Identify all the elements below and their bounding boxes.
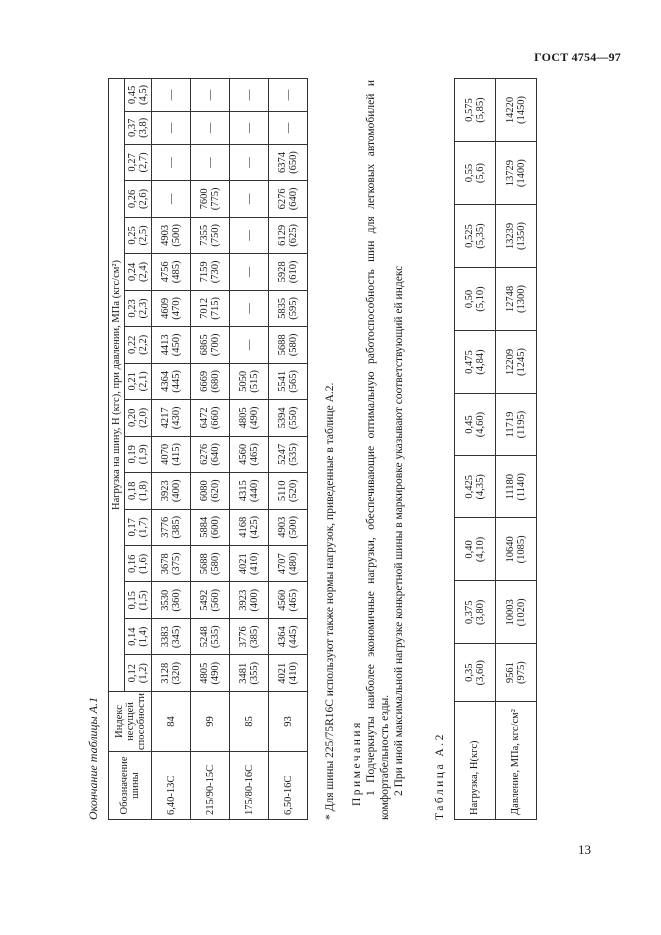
load-value-cell: — <box>269 79 308 112</box>
pressure-header-cell: 0,16 (1,6) <box>125 546 152 582</box>
load-value-cell: 4903 (500) <box>269 509 308 545</box>
pressure-header-cell: 0,14 (1,4) <box>125 618 152 654</box>
load-value-cell: — <box>230 327 269 363</box>
col-header-load: Нагрузка на шину, Н (кгс), при давлении, МПа (кгс/см²) <box>109 79 125 692</box>
note-2: 2 При иной максимальной нагрузке конкретной шины в маркировке указывают соответствующий ей индекс <box>393 265 405 796</box>
pressure-cell: 11719 (1195) <box>496 394 537 456</box>
load-value-cell: — <box>191 79 230 112</box>
load-index-cell: 85 <box>230 691 269 751</box>
pressure-header-cell: 0,45 (4,5) <box>125 79 152 112</box>
load-value-cell: 7159 (730) <box>191 254 230 290</box>
load-index-cell: 84 <box>152 691 191 751</box>
load-value-cell: 5050 (515) <box>230 363 269 399</box>
pressure-cell: 12748 (1300) <box>496 268 537 331</box>
load-value-cell: 3128 (320) <box>152 655 191 691</box>
load-value-cell: 4609 (470) <box>152 290 191 326</box>
col-header-index: Индекс несущей способности <box>109 691 152 751</box>
table-a1-body <box>152 79 308 820</box>
notes-title: Примечания <box>351 720 363 806</box>
pressure-header-cell: 0,21 (2,1) <box>125 363 152 399</box>
pressure-header-cell: 0,27 (2,7) <box>125 144 152 180</box>
pressure-header-cell: 0,15 (1,5) <box>125 582 152 618</box>
load-value-cell: 4217 (430) <box>152 400 191 436</box>
load-value-cell: 5884 (600) <box>191 509 230 545</box>
load-value-cell: 3776 (385) <box>230 618 269 654</box>
load-value-cell: 6080 (620) <box>191 473 230 509</box>
load-value-cell: 4021 (410) <box>230 546 269 582</box>
pressure-header-cell: 0,12 (1,2) <box>125 655 152 691</box>
page-number: 13 <box>578 842 591 857</box>
load-cell: 0,425 (4,35) <box>455 456 496 518</box>
pressure-cell: 13239 (1350) <box>496 205 537 268</box>
load-value-cell: 5110 (520) <box>269 473 308 509</box>
note-1-line-2: комфортабельность езды. <box>379 694 391 820</box>
load-value-cell: 4903 (500) <box>152 217 191 253</box>
load-value-cell: 4707 (480) <box>269 546 308 582</box>
load-value-cell: 3923 (400) <box>230 582 269 618</box>
load-value-cell: 5247 (535) <box>269 436 308 472</box>
pressure-cell: 14220 (1450) <box>496 79 537 142</box>
col-header-tire: Обозначение шины <box>109 752 152 820</box>
load-value-cell: 4168 (425) <box>230 509 269 545</box>
pressure-cell: 13729 (1400) <box>496 142 537 205</box>
load-value-cell: — <box>269 111 308 144</box>
load-value-cell: — <box>152 79 191 112</box>
table-row <box>230 79 269 820</box>
load-value-cell: 3481 (355) <box>230 655 269 691</box>
table-a1-continuation-title: Окончание таблицы А.1 <box>86 696 100 820</box>
row-label-pressure: Давление, МПа, кгс/см² <box>496 702 537 820</box>
load-value-cell: 4364 (445) <box>152 363 191 399</box>
load-value-cell: — <box>152 181 191 217</box>
load-value-cell: — <box>230 144 269 180</box>
load-cell: 0,40 (4,10) <box>455 518 496 581</box>
load-value-cell: — <box>230 111 269 144</box>
load-value-cell: — <box>152 144 191 180</box>
pressure-header-cell: 0,19 (1,9) <box>125 436 152 472</box>
load-value-cell: — <box>230 290 269 326</box>
load-index-cell: 99 <box>191 691 230 751</box>
pressure-header-cell: 0,25 (2,5) <box>125 217 152 253</box>
load-value-cell: 6276 (640) <box>269 181 308 217</box>
load-value-cell: 5688 (580) <box>191 546 230 582</box>
load-value-cell: 4560 (465) <box>269 582 308 618</box>
table-a2-load-row <box>455 79 496 820</box>
load-value-cell: 7355 (750) <box>191 217 230 253</box>
load-value-cell: 6129 (625) <box>269 217 308 253</box>
table-a2-title: Таблица А.2 <box>434 732 446 820</box>
table-a2-pressure-row <box>496 79 537 820</box>
pressure-header-cell: 0,24 (2,4) <box>125 254 152 290</box>
pressure-cell: 10003 (1020) <box>496 581 537 644</box>
load-value-cell: 5835 (595) <box>269 290 308 326</box>
load-value-cell: 6865 (700) <box>191 327 230 363</box>
load-value-cell: 4021 (410) <box>269 655 308 691</box>
load-value-cell: — <box>230 79 269 112</box>
rotated-landscape-content <box>82 75 552 820</box>
load-value-cell: — <box>152 111 191 144</box>
table-row <box>152 79 191 820</box>
notes-block <box>350 80 406 820</box>
pressure-cell: 9561 (975) <box>496 644 537 702</box>
load-index-cell: 93 <box>269 691 308 751</box>
load-value-cell: 7012 (715) <box>191 290 230 326</box>
load-value-cell: — <box>230 254 269 290</box>
load-value-cell: 7600 (775) <box>191 181 230 217</box>
load-value-cell: 5928 (610) <box>269 254 308 290</box>
pressure-header-cell: 0,22 (2,2) <box>125 327 152 363</box>
tire-designation-cell: 215/90-15С <box>191 752 230 820</box>
load-value-cell: 6472 (660) <box>191 400 230 436</box>
load-cell: 0,575 (5,85) <box>455 79 496 142</box>
load-value-cell: 5394 (550) <box>269 400 308 436</box>
pressure-cell: 11180 (1140) <box>496 456 537 518</box>
load-value-cell: 3383 (345) <box>152 618 191 654</box>
load-value-cell: 3530 (360) <box>152 582 191 618</box>
load-value-cell: — <box>230 181 269 217</box>
load-value-cell: — <box>230 217 269 253</box>
table-a1-footnote: * Для шины 225/75R16С используют также нормы нагрузок, приведенные в таблице А.2. <box>324 382 336 820</box>
pressure-header-cell: 0,18 (1,8) <box>125 473 152 509</box>
load-cell: 0,475 (4,84) <box>455 331 496 394</box>
pressure-header-cell: 0,23 (2,3) <box>125 290 152 326</box>
load-value-cell: 4070 (415) <box>152 436 191 472</box>
pressure-header-cell: 0,17 (1,7) <box>125 509 152 545</box>
load-value-cell: 6669 (680) <box>191 363 230 399</box>
pressure-header-cell: 0,37 (3,8) <box>125 111 152 144</box>
tire-designation-cell: 175/80-16С <box>230 752 269 820</box>
load-value-cell: 4413 (450) <box>152 327 191 363</box>
load-value-cell: 4756 (485) <box>152 254 191 290</box>
load-value-cell: 5492 (560) <box>191 582 230 618</box>
load-value-cell: 5688 (580) <box>269 327 308 363</box>
tire-designation-cell: 6,50-16С <box>269 752 308 820</box>
load-value-cell: 3923 (400) <box>152 473 191 509</box>
note-1-line-1: 1 Подчеркнуты наиболее экономичные нагрузки, обеспечивающие оптимальную работоспособность шин для легковых автомобилей и <box>365 80 377 796</box>
load-cell: 0,55 (5,6) <box>455 142 496 205</box>
load-value-cell: 6374 (650) <box>269 144 308 180</box>
load-value-cell: 4805 (490) <box>191 655 230 691</box>
pressure-cell: 10640 (1085) <box>496 518 537 581</box>
load-value-cell: — <box>191 111 230 144</box>
load-value-cell: 6276 (640) <box>191 436 230 472</box>
load-cell: 0,50 (5,10) <box>455 268 496 331</box>
load-cell: 0,375 (3,80) <box>455 581 496 644</box>
load-value-cell: 5248 (535) <box>191 618 230 654</box>
table-a2 <box>454 78 537 820</box>
load-value-cell: — <box>191 144 230 180</box>
load-value-cell: 3678 (375) <box>152 546 191 582</box>
table-row <box>269 79 308 820</box>
load-cell: 0,45 (4,60) <box>455 394 496 456</box>
row-label-load: Нагрузка, Н(кгс) <box>455 702 496 820</box>
load-value-cell: 4560 (465) <box>230 436 269 472</box>
load-cell: 0,525 (5,35) <box>455 205 496 268</box>
document-header: ГОСТ 4754—97 <box>534 50 621 64</box>
load-cell: 0,35 (3,60) <box>455 644 496 702</box>
table-a1 <box>108 78 308 820</box>
tire-designation-cell: 6,40-13С <box>152 752 191 820</box>
load-value-cell: 4315 (440) <box>230 473 269 509</box>
load-value-cell: 5541 (565) <box>269 363 308 399</box>
load-value-cell: 4805 (490) <box>230 400 269 436</box>
pressure-cell: 12209 (1245) <box>496 331 537 394</box>
pressure-header-cell: 0,20 (2,0) <box>125 400 152 436</box>
pressure-header-cell: 0,26 (2,6) <box>125 181 152 217</box>
table-row <box>191 79 230 820</box>
load-value-cell: 4364 (445) <box>269 618 308 654</box>
load-value-cell: 3776 (385) <box>152 509 191 545</box>
